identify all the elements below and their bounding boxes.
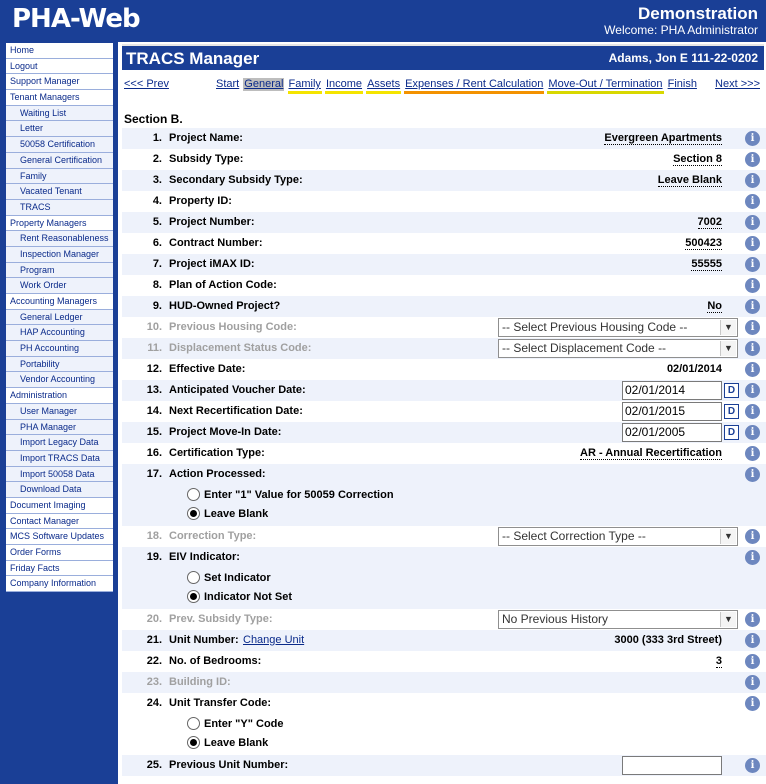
info-icon[interactable]: i <box>745 467 760 482</box>
step-assets[interactable]: Assets <box>366 78 401 94</box>
radio-indicator-not-set[interactable] <box>187 590 200 603</box>
field-label: Secondary Subsidy Type: <box>169 174 303 186</box>
change-unit-link[interactable]: Change Unit <box>243 634 305 646</box>
field-number: 3. <box>152 174 162 186</box>
radio-label: Enter "Y" Code <box>204 718 284 730</box>
sidebar-item-download-data[interactable]: Download Data <box>6 482 113 498</box>
field-previous-unit <box>122 755 766 776</box>
radio-label: Indicator Not Set <box>204 591 293 603</box>
radio-enter-y-code[interactable] <box>187 717 200 730</box>
info-icon[interactable]: i <box>745 131 760 146</box>
field-number: 14. <box>146 405 162 417</box>
field-label: Plan of Action Code: <box>169 279 277 291</box>
sidebar-item-order-forms[interactable]: Order Forms <box>6 545 113 561</box>
info-icon[interactable]: i <box>745 446 760 461</box>
field-previous-housing <box>122 317 766 338</box>
next-recert-date-input[interactable]: 02/01/2015 <box>622 402 722 421</box>
field-certification-type <box>122 443 766 464</box>
sidebar-item-hap-accounting[interactable]: HAP Accounting <box>6 325 113 341</box>
welcome-text: Welcome: PHA Administrator <box>604 23 758 37</box>
info-icon[interactable]: i <box>745 215 760 230</box>
previous-unit-input[interactable] <box>622 756 722 775</box>
sidebar-item-tenant-managers[interactable]: Tenant Managers <box>6 90 113 106</box>
field-number: 22. <box>146 655 162 667</box>
field-hud-owned <box>122 296 766 317</box>
sidebar-item-import-legacy-data[interactable]: Import Legacy Data <box>6 435 113 451</box>
field-building-id <box>122 672 766 693</box>
field-number: 17. <box>146 468 162 480</box>
step-general[interactable]: General <box>244 78 284 90</box>
sidebar-item-waiting-list[interactable]: Waiting List <box>6 106 113 122</box>
field-contract-number <box>122 233 766 254</box>
field-number: 23. <box>146 676 162 688</box>
project-name-value[interactable]: Evergreen Apartments <box>604 132 722 144</box>
field-number: 16. <box>146 447 162 459</box>
field-effective-date <box>122 359 766 380</box>
sidebar-item-inspection-manager[interactable]: Inspection Manager <box>6 247 113 263</box>
section-b-form <box>122 128 766 776</box>
field-number: 2. <box>152 153 162 165</box>
field-project-name <box>122 128 766 149</box>
field-anticipated-voucher-date <box>122 380 766 401</box>
sidebar-item-accounting-managers[interactable]: Accounting Managers <box>6 294 113 310</box>
field-project-number <box>122 212 766 233</box>
field-label: Subsidy Type: <box>169 153 244 165</box>
field-number: 5. <box>152 216 162 228</box>
info-icon[interactable]: i <box>745 529 760 544</box>
info-icon[interactable]: i <box>745 236 760 251</box>
field-number: 4. <box>152 195 162 207</box>
page-header <box>122 44 764 70</box>
field-displacement-status <box>122 338 766 359</box>
project-imax-value[interactable]: 55555 <box>691 258 722 270</box>
field-label: Displacement Status Code: <box>169 342 312 354</box>
field-subsidy-type <box>122 149 766 170</box>
sidebar-item-company-information[interactable]: Company Information <box>6 576 113 592</box>
info-icon[interactable]: i <box>745 173 760 188</box>
prev-link[interactable]: <<< Prev <box>124 78 169 90</box>
sidebar-item-program[interactable]: Program <box>6 263 113 279</box>
info-icon[interactable]: i <box>745 612 760 627</box>
anticipated-voucher-date-input[interactable]: 02/01/2014 <box>622 381 722 400</box>
sidebar-item-pha-manager[interactable]: PHA Manager <box>6 420 113 436</box>
info-icon[interactable]: i <box>745 152 760 167</box>
org-title: Demonstration <box>638 4 758 23</box>
field-number: 10. <box>146 321 162 333</box>
field-number: 11. <box>147 342 162 354</box>
sidebar-item-ph-accounting[interactable]: PH Accounting <box>6 341 113 357</box>
field-number: 20. <box>146 613 162 625</box>
sidebar-item-document-imaging[interactable]: Document Imaging <box>6 498 113 514</box>
sidebar-item-home[interactable]: Home <box>6 43 113 59</box>
info-icon[interactable]: i <box>745 383 760 398</box>
chevron-down-icon[interactable]: ▼ <box>720 341 736 356</box>
prev-subsidy-select[interactable]: No Previous History ▼ <box>498 610 738 629</box>
section-title: Section B. <box>124 112 183 126</box>
next-link[interactable]: Next >>> <box>715 78 760 90</box>
field-label: Property ID: <box>169 195 232 207</box>
project-number-value[interactable]: 7002 <box>697 216 722 228</box>
field-number: 24. <box>146 697 162 709</box>
correction-type-select[interactable]: -- Select Correction Type -- ▼ <box>498 527 738 546</box>
sidebar-item-logout[interactable]: Logout <box>6 59 113 75</box>
field-next-recert-date <box>122 401 766 422</box>
radio-label: Set Indicator <box>204 572 271 584</box>
sidebar-item-user-manager[interactable]: User Manager <box>6 404 113 420</box>
sidebar-item-import-50058-data[interactable]: Import 50058 Data <box>6 467 113 483</box>
sidebar <box>0 42 118 784</box>
radio-label: Leave Blank <box>204 508 269 520</box>
field-number: 7. <box>152 258 162 270</box>
info-icon[interactable]: i <box>745 654 760 669</box>
info-icon[interactable]: i <box>745 550 760 565</box>
field-label: Project Name: <box>169 132 243 144</box>
unit-number-value: 3000 (333 3rd Street) <box>614 634 722 646</box>
move-in-date-input[interactable]: 02/01/2005 <box>622 423 722 442</box>
field-label: Previous Housing Code: <box>169 321 297 333</box>
calendar-icon[interactable]: D <box>724 425 739 440</box>
field-label: Building ID: <box>169 676 231 688</box>
sidebar-item-rent-reasonableness[interactable]: Rent Reasonableness <box>6 231 113 247</box>
field-label: Previous Unit Number: <box>169 759 289 771</box>
field-label: Effective Date: <box>169 363 246 375</box>
field-label: Anticipated Voucher Date: <box>169 384 306 396</box>
sidebar-nav <box>5 42 114 593</box>
sidebar-item-family[interactable]: Family <box>6 169 113 185</box>
field-eiv-indicator <box>122 547 766 609</box>
chevron-down-icon[interactable]: ▼ <box>720 320 736 335</box>
sidebar-item-portability[interactable]: Portability <box>6 357 113 373</box>
contract-number-value[interactable]: 500423 <box>685 237 722 249</box>
sidebar-item-administration[interactable]: Administration <box>6 388 113 404</box>
field-property-id <box>122 191 766 212</box>
secondary-subsidy-value[interactable]: Leave Blank <box>657 174 722 186</box>
field-label: Contract Number: <box>169 237 263 249</box>
sidebar-item-mcs-software-updates[interactable]: MCS Software Updates <box>6 529 113 545</box>
step-start[interactable]: Start <box>216 78 240 90</box>
info-icon[interactable]: i <box>745 341 760 356</box>
step-finish[interactable]: Finish <box>667 78 697 90</box>
chevron-down-icon[interactable]: ▼ <box>720 612 736 627</box>
field-number: 25. <box>146 759 162 771</box>
field-project-imax-id <box>122 254 766 275</box>
step-income[interactable]: Income <box>325 78 363 94</box>
field-label: Project Move-In Date: <box>169 426 282 438</box>
info-icon[interactable]: i <box>745 194 760 209</box>
field-number: 13. <box>146 384 162 396</box>
info-icon[interactable]: i <box>745 362 760 377</box>
radio-50059-correction[interactable] <box>187 488 200 501</box>
radio-label: Leave Blank <box>204 737 269 749</box>
info-icon[interactable]: i <box>745 696 760 711</box>
sidebar-item-support-manager[interactable]: Support Manager <box>6 74 113 90</box>
info-icon[interactable]: i <box>745 404 760 419</box>
step-family[interactable]: Family <box>288 78 322 94</box>
effective-date-value: 02/01/2014 <box>666 363 722 375</box>
field-label: EIV Indicator: <box>169 551 240 563</box>
calendar-icon[interactable]: D <box>724 383 739 398</box>
tenant-info: Adams, Jon E 111-22-0202 <box>608 51 758 65</box>
sidebar-item-work-order[interactable]: Work Order <box>6 278 113 294</box>
field-number: 8. <box>152 279 162 291</box>
sidebar-item-import-tracs-data[interactable]: Import TRACS Data <box>6 451 113 467</box>
info-icon[interactable]: i <box>745 320 760 335</box>
field-label: Prev. Subsidy Type: <box>169 613 273 625</box>
info-icon[interactable]: i <box>745 278 760 293</box>
field-number: 6. <box>152 237 162 249</box>
field-number: 18. <box>146 530 162 542</box>
info-icon[interactable]: i <box>745 299 760 314</box>
field-unit-transfer <box>122 693 766 755</box>
field-bedrooms <box>122 651 766 672</box>
sidebar-item-general-ledger[interactable]: General Ledger <box>6 310 113 326</box>
field-number: 12. <box>146 363 162 375</box>
field-label: No. of Bedrooms: <box>169 655 262 667</box>
radio-set-indicator[interactable] <box>187 571 200 584</box>
sidebar-item-tracs[interactable]: TRACS <box>6 200 113 216</box>
field-move-in-date <box>122 422 766 443</box>
field-number: 1. <box>152 132 162 144</box>
subsidy-type-value[interactable]: Section 8 <box>673 153 722 165</box>
chevron-down-icon[interactable]: ▼ <box>720 529 736 544</box>
page-title: TRACS Manager <box>126 49 260 68</box>
sidebar-item-friday-facts[interactable]: Friday Facts <box>6 561 113 577</box>
radio-label: Enter "1" Value for 50059 Correction <box>204 489 394 501</box>
field-prev-subsidy-type <box>122 609 766 630</box>
field-label: Project iMAX ID: <box>169 258 255 270</box>
field-number: 21. <box>146 634 162 646</box>
bedrooms-value[interactable]: 3 <box>715 655 722 667</box>
field-label: Next Recertification Date: <box>169 405 303 417</box>
steps-list <box>215 78 698 90</box>
field-label: Project Number: <box>169 216 255 228</box>
field-label: Correction Type: <box>169 530 257 542</box>
wizard-steps <box>118 78 766 96</box>
radio-leave-blank[interactable] <box>187 736 200 749</box>
sidebar-item-general-certification[interactable]: General Certification <box>6 153 113 169</box>
certification-type-value[interactable]: AR - Annual Recertification <box>580 447 722 459</box>
field-label: Certification Type: <box>169 447 265 459</box>
field-correction-type <box>122 526 766 547</box>
field-label: Unit Number: <box>169 634 239 646</box>
field-unit-number <box>122 630 766 651</box>
calendar-icon[interactable]: D <box>724 404 739 419</box>
info-icon[interactable]: i <box>745 425 760 440</box>
info-icon[interactable]: i <box>745 633 760 648</box>
field-label: HUD-Owned Project? <box>169 300 281 312</box>
sidebar-item-vacated-tenant[interactable]: Vacated Tenant <box>6 184 113 200</box>
field-number: 9. <box>152 300 162 312</box>
sidebar-item-50058-certification[interactable]: 50058 Certification <box>6 137 113 153</box>
previous-housing-select[interactable]: -- Select Previous Housing Code -- ▼ <box>498 318 738 337</box>
info-icon[interactable]: i <box>745 257 760 272</box>
step-expenses[interactable]: Expenses / Rent Calculation <box>404 78 544 94</box>
field-secondary-subsidy <box>122 170 766 191</box>
sidebar-item-property-managers[interactable]: Property Managers <box>6 216 113 232</box>
field-action-processed <box>122 464 766 526</box>
field-label: Unit Transfer Code: <box>169 697 272 709</box>
app-logo[interactable]: PHA-Web <box>12 4 140 34</box>
sidebar-item-vendor-accounting[interactable]: Vendor Accounting <box>6 372 113 388</box>
radio-leave-blank[interactable] <box>187 507 200 520</box>
field-number: 15. <box>146 426 162 438</box>
field-number: 19. <box>146 551 162 563</box>
field-plan-of-action <box>122 275 766 296</box>
top-banner <box>0 0 766 42</box>
field-label: Action Processed: <box>169 468 266 480</box>
sidebar-item-letter[interactable]: Letter <box>6 121 113 137</box>
info-icon[interactable]: i <box>745 758 760 773</box>
hud-owned-value[interactable]: No <box>707 300 722 312</box>
displacement-select[interactable]: -- Select Displacement Code -- ▼ <box>498 339 738 358</box>
info-icon[interactable]: i <box>745 675 760 690</box>
sidebar-item-contact-manager[interactable]: Contact Manager <box>6 514 113 530</box>
step-moveout[interactable]: Move-Out / Termination <box>547 78 663 94</box>
main-content <box>118 42 766 784</box>
